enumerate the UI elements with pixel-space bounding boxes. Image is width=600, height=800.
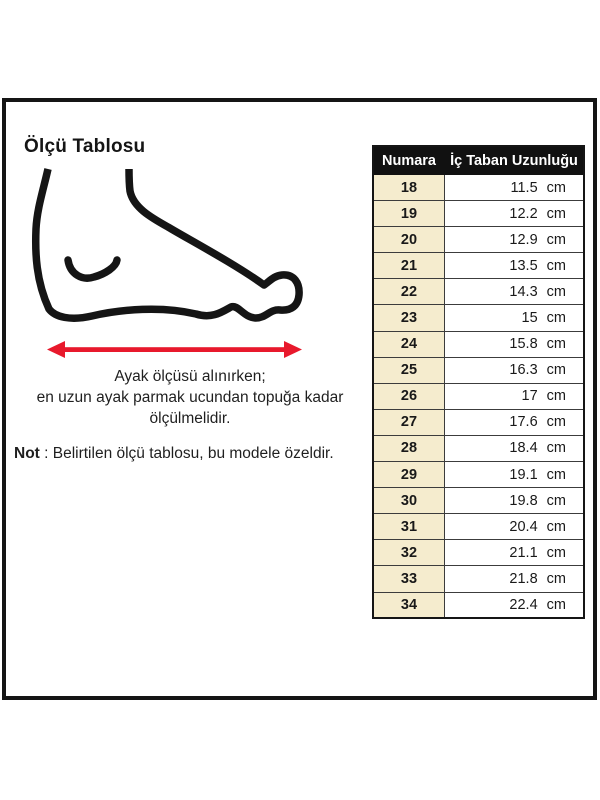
length-value: 15.8 (509, 336, 538, 353)
length-cell (445, 227, 585, 253)
table-row (373, 175, 584, 201)
length-unit: cm (546, 466, 566, 483)
size-cell: 33 (373, 566, 445, 592)
size-cell: 18 (373, 175, 445, 201)
length-cell (445, 305, 585, 331)
length-value: 19.1 (509, 466, 538, 483)
page-title: Ölçü Tablosu (24, 136, 146, 157)
length-value: 13.5 (509, 257, 538, 274)
size-cell: 26 (373, 383, 445, 409)
table-row (373, 331, 584, 357)
table-row (373, 227, 584, 253)
size-cell: 28 (373, 435, 445, 461)
length-unit: cm (546, 257, 566, 274)
size-cell: 25 (373, 357, 445, 383)
table-row (373, 409, 584, 435)
instruction-line-3: ölçülmelidir. (149, 410, 231, 427)
length-cell (445, 566, 585, 592)
table-row (373, 514, 584, 540)
size-cell: 23 (373, 305, 445, 331)
length-value: 17.6 (509, 414, 538, 431)
length-unit: cm (546, 388, 566, 405)
length-value: 21.1 (509, 544, 538, 561)
length-unit: cm (546, 336, 566, 353)
size-cell: 24 (373, 331, 445, 357)
length-value: 22.4 (509, 596, 538, 613)
length-value: 17 (521, 388, 538, 405)
measurement-arrow-icon (38, 336, 310, 364)
length-unit: cm (546, 544, 566, 561)
length-cell (445, 435, 585, 461)
model-note (14, 445, 384, 463)
length-cell (445, 592, 585, 618)
length-value: 21.8 (509, 570, 538, 587)
length-unit: cm (546, 283, 566, 300)
length-value: 20.4 (509, 518, 538, 535)
table-row (373, 383, 584, 409)
table-row (373, 305, 584, 331)
length-unit: cm (546, 570, 566, 587)
foot-outline-icon (30, 163, 310, 338)
length-unit: cm (546, 596, 566, 613)
size-cell: 31 (373, 514, 445, 540)
header-ic-taban-uzunlugu: İç Taban Uzunluğu (445, 146, 585, 175)
length-cell (445, 331, 585, 357)
table-row (373, 592, 584, 618)
length-value: 12.2 (509, 205, 538, 222)
length-cell (445, 409, 585, 435)
length-cell (445, 488, 585, 514)
table-row (373, 253, 584, 279)
length-value: 11.5 (510, 179, 538, 196)
table-row (373, 462, 584, 488)
instruction-line-2: en uzun ayak parmak ucundan topuğa kadar (36, 389, 344, 406)
size-cell: 27 (373, 409, 445, 435)
size-cell: 21 (373, 253, 445, 279)
table-row (373, 279, 584, 305)
length-cell (445, 462, 585, 488)
length-value: 18.4 (509, 440, 538, 457)
length-cell (445, 357, 585, 383)
length-cell (445, 383, 585, 409)
size-cell: 34 (373, 592, 445, 618)
length-cell (445, 540, 585, 566)
length-value: 15 (521, 310, 538, 327)
length-value: 14.3 (509, 283, 538, 300)
size-cell: 32 (373, 540, 445, 566)
table-row (373, 540, 584, 566)
length-value: 12.9 (509, 231, 538, 248)
length-unit: cm (546, 362, 566, 379)
length-unit: cm (546, 414, 566, 431)
size-cell: 20 (373, 227, 445, 253)
table-row (373, 488, 584, 514)
length-unit: cm (546, 492, 566, 509)
length-cell (445, 201, 585, 227)
size-cell: 22 (373, 279, 445, 305)
length-unit: cm (546, 518, 566, 535)
header-numara: Numara (373, 146, 445, 175)
length-cell (445, 514, 585, 540)
length-value: 19.8 (509, 492, 538, 509)
size-table-header-row (373, 146, 584, 175)
note-body: : Belirtilen ölçü tablosu, bu modele özeldir. (39, 445, 334, 462)
measurement-instructions (8, 366, 372, 429)
table-row (373, 357, 584, 383)
table-row (373, 566, 584, 592)
length-value: 16.3 (509, 362, 538, 379)
note-prefix: Not (14, 445, 40, 462)
length-unit: cm (546, 310, 566, 327)
size-cell: 29 (373, 462, 445, 488)
length-cell (445, 175, 585, 201)
size-cell: 30 (373, 488, 445, 514)
length-cell (445, 253, 585, 279)
table-row (373, 435, 584, 461)
instruction-line-1: Ayak ölçüsü alınırken; (114, 368, 266, 385)
length-cell (445, 279, 585, 305)
length-unit: cm (546, 231, 566, 248)
size-table (372, 145, 585, 619)
size-cell: 19 (373, 201, 445, 227)
table-row (373, 201, 584, 227)
length-unit: cm (546, 179, 566, 196)
length-unit: cm (546, 205, 566, 222)
length-unit: cm (546, 440, 566, 457)
